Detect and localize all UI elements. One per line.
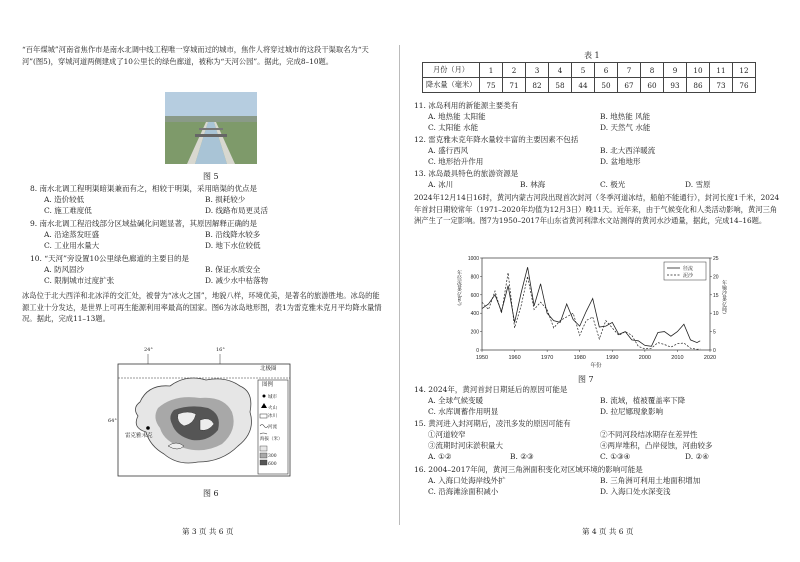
legend-glacier: 冰川 bbox=[268, 414, 277, 419]
question-9-stem: 9. 南水北调工程沿线部分区域盐碱化问题显著，其原因解释正确的是 bbox=[30, 219, 258, 228]
q15-statement-3: ③流期时河床淤积量大 bbox=[428, 441, 503, 450]
figure-6-caption: 图 6 bbox=[203, 489, 219, 498]
x-tick-label: 1970 bbox=[541, 355, 554, 361]
x-tick-label: 1990 bbox=[606, 355, 619, 361]
q15-statement-4: ④两岸堆积，凸岸侵蚀，河曲较多 bbox=[600, 441, 713, 450]
q12-option-b: B. 北大西洋暖流 bbox=[600, 146, 656, 155]
left-page-footer: 第 3 页 共 6 页 bbox=[182, 527, 234, 536]
q8-option-c: C. 施工难度低 bbox=[44, 206, 92, 215]
q10-option-a: A. 防风固沙 bbox=[44, 265, 85, 274]
question-14-stem: 14. 2024年，黄河首封日期延后的原因可能是 bbox=[414, 385, 568, 394]
q10-option-b: B. 保证水质安全 bbox=[205, 265, 261, 274]
legend-elevation: 海拔（米） bbox=[260, 437, 283, 442]
table-cell: 4 bbox=[549, 63, 572, 78]
map-arctic-circle-label: 北极圈 bbox=[260, 366, 277, 372]
table-cell: 7 bbox=[618, 63, 641, 78]
legend-volcano: 火山 bbox=[268, 406, 277, 411]
y2-tick-label: 10 bbox=[713, 311, 719, 318]
q16-option-d: D. 入海口处水深变浅 bbox=[600, 487, 671, 496]
right-page-footer: 第 4 页 共 6 页 bbox=[582, 527, 634, 536]
table-cell: 1 bbox=[480, 63, 503, 78]
legend-300: 300 bbox=[268, 454, 277, 459]
q15-option-b: B. ②③ bbox=[510, 452, 534, 461]
q13-option-a: A. 冰川 bbox=[428, 180, 454, 189]
x-tick-label: 2020 bbox=[703, 355, 717, 361]
x-axis-label: 年份 bbox=[590, 363, 602, 369]
table-cell: 2 bbox=[503, 63, 526, 78]
map-lon-right: 16° bbox=[216, 347, 225, 353]
intro-passage-3: 2024年12月14日16时，黄河内蒙古河段出现首次封河（冬季河道冰结，船舶不能通行），封河长度1千米，2024年首封日期较常年（1971–2020年均值为12月3日）晚11天。近年来，由于气候变化和人类活动影响，黄河三角洲产生了一定影响。图7为1950–2017年山东省黄河利津水文站测得的黄河水沙通量，据此，完成14–16题。 bbox=[414, 193, 780, 225]
chart-ylabel-left: 年径流量(亿m³) bbox=[456, 270, 462, 306]
legend-600: 600 bbox=[268, 462, 277, 467]
q15-option-d: D. ②④ bbox=[685, 452, 709, 461]
table-header: 月份（月） bbox=[423, 63, 480, 78]
q11-option-a: A. 地热能 太阳能 bbox=[428, 112, 486, 121]
table-header: 降水量（毫米） bbox=[423, 78, 480, 93]
question-11-stem: 11. 冰岛利用的新能源主要类有 bbox=[414, 101, 519, 110]
table-1-caption: 表 1 bbox=[584, 51, 600, 60]
table-cell: 6 bbox=[595, 63, 618, 78]
table-cell: 44 bbox=[572, 78, 595, 93]
table-cell: 11 bbox=[710, 63, 733, 78]
q11-option-c: C. 太阳能 水能 bbox=[428, 123, 479, 132]
y-tick-label: 400 bbox=[470, 311, 479, 318]
precipitation-table bbox=[422, 62, 756, 93]
y-tick-label: 800 bbox=[470, 274, 479, 281]
q12-option-c: C. 地形抬升作用 bbox=[428, 157, 484, 166]
q16-option-a: A. 入海口处海岸线外扩 bbox=[428, 476, 506, 485]
q9-option-a: A. 沿途蒸发旺盛 bbox=[44, 230, 100, 239]
chart-ylabel-right: 年输沙量(亿吨) bbox=[721, 280, 727, 314]
table-cell: 93 bbox=[664, 78, 687, 93]
figure-5-caption: 图 5 bbox=[203, 172, 219, 181]
q12-option-d: D. 盆地地形 bbox=[600, 157, 641, 166]
question-16-stem: 16. 2004–2017年间，黄河三角洲面积变化对区域环境的影响可能是 bbox=[414, 465, 643, 474]
q8-option-a: A. 造价较低 bbox=[44, 195, 85, 204]
table-cell: 58 bbox=[549, 78, 572, 93]
q14-option-a: A. 全球气候变暖 bbox=[428, 396, 484, 405]
q11-option-d: D. 天然气 水能 bbox=[600, 123, 651, 132]
q10-option-d: D. 减少水中枯落物 bbox=[205, 276, 269, 285]
table-cell: 5 bbox=[572, 63, 595, 78]
x-tick-label: 2000 bbox=[638, 355, 651, 361]
question-12-stem: 12. 雷克雅未克年降水量较丰富的主要因素不包括 bbox=[414, 135, 579, 144]
q16-option-b: B. 三角洲可利用土地面积增加 bbox=[600, 476, 701, 485]
figure-7-caption: 图 7 bbox=[578, 375, 594, 384]
y2-tick-label: 0 bbox=[713, 348, 716, 354]
q10-option-c: C. 限制城市过度扩张 bbox=[44, 276, 115, 285]
y-tick-label: 1000 bbox=[467, 256, 479, 262]
q14-option-c: C. 水库调蓄作用明显 bbox=[428, 407, 499, 416]
question-15-stem: 15. 黄河进入封河期后，凌汛多发的原因可能有 bbox=[414, 419, 571, 428]
y-tick-label: 200 bbox=[470, 329, 479, 336]
q13-option-d: D. 雪原 bbox=[685, 180, 711, 189]
y2-tick-label: 25 bbox=[713, 256, 719, 262]
y-tick-label: 600 bbox=[470, 292, 479, 299]
table-cell: 73 bbox=[710, 78, 733, 93]
intro-passage-1: “百年煤城”河南省焦作市是南水北调中线工程唯一穿城而过的城市，焦作人将穿过城市的这段干渠取名为“天河”(图5)，穿城河道两侧建成了10公里长的绿色廊道，被称为“天河公园”。据此，完成8–10题。 bbox=[22, 45, 369, 66]
legend-label: 径流 bbox=[683, 266, 694, 272]
x-tick-label: 2010 bbox=[671, 355, 684, 361]
y2-tick-label: 15 bbox=[713, 292, 719, 299]
question-8-stem: 8. 南水北调工程明渠暗渠兼而有之，相较于明渠，采用暗渠的优点是 bbox=[30, 184, 258, 193]
table-cell: 86 bbox=[687, 78, 710, 93]
yellow-river-flux-chart bbox=[464, 252, 728, 370]
q15-statement-1: ①河道较窄 bbox=[428, 430, 466, 439]
x-tick-label: 1950 bbox=[475, 355, 489, 361]
table-cell: 82 bbox=[526, 78, 549, 93]
legend-river: 河流 bbox=[268, 425, 277, 430]
q16-option-c: C. 沿海滩涂面积减小 bbox=[428, 487, 499, 496]
map-city-label: 雷克雅未克 bbox=[125, 433, 153, 439]
q14-option-d: D. 拉尼娜现象影响 bbox=[600, 407, 664, 416]
q9-option-d: D. 地下水位较低 bbox=[205, 241, 261, 250]
q8-option-d: D. 线路布局更灵活 bbox=[205, 206, 269, 215]
question-13-stem: 13. 冰岛最具特色的旅游资源是 bbox=[414, 169, 519, 178]
q14-option-b: B. 流域，植被覆盖率下降 bbox=[600, 396, 686, 405]
q12-option-a: A. 盛行西风 bbox=[428, 146, 469, 155]
q13-option-c: C. 极光 bbox=[600, 180, 626, 189]
y2-tick-label: 5 bbox=[713, 329, 716, 336]
q9-option-c: C. 工业用水量大 bbox=[44, 241, 100, 250]
table-cell: 71 bbox=[503, 78, 526, 93]
table-cell: 67 bbox=[618, 78, 641, 93]
question-10-stem: 10. “天河”旁设置10公里绿色廊道的主要目的是 bbox=[30, 254, 190, 263]
table-cell: 75 bbox=[480, 78, 503, 93]
table-cell: 9 bbox=[664, 63, 687, 78]
table-row-months bbox=[423, 63, 756, 78]
x-tick-label: 1980 bbox=[573, 355, 586, 361]
q15-option-c: C. ①③④ bbox=[600, 452, 631, 461]
y2-tick-label: 20 bbox=[713, 274, 719, 281]
q11-option-b: B. 地热能 风能 bbox=[600, 112, 651, 121]
q9-option-b: B. 沿线降水较多 bbox=[205, 230, 261, 239]
intro-passage-2: 冰岛位于北大西洋和北冰洋的交汇处，被誉为“冰火之国”，地貌八样，环境优美，是著名的旅游胜地。冰岛的能源工业十分发达，是世界上可再生能源利用率最高的国家。图6为冰岛地形图，表1为雷克雅未克月平均降水量情况。据此，完成11–13题。 bbox=[22, 291, 382, 323]
q15-statement-2: ②不同河段结冰期存在差异性 bbox=[600, 430, 698, 439]
legend-label: 泥沙 bbox=[683, 273, 694, 279]
table-cell: 3 bbox=[526, 63, 549, 78]
table-cell: 50 bbox=[595, 78, 618, 93]
x-tick-label: 1960 bbox=[508, 355, 521, 361]
table-cell: 12 bbox=[733, 63, 756, 78]
table-cell: 76 bbox=[733, 78, 756, 93]
q8-option-b: B. 损耗较少 bbox=[205, 195, 246, 204]
table-cell: 8 bbox=[641, 63, 664, 78]
table-cell: 60 bbox=[641, 78, 664, 93]
right-page bbox=[400, 0, 800, 562]
canal-photo bbox=[165, 92, 257, 164]
map-lon-left: 24° bbox=[144, 347, 153, 353]
q15-option-a: A. ①② bbox=[428, 452, 452, 461]
y-tick-label: 0 bbox=[476, 348, 479, 354]
map-legend-title: 图例 bbox=[262, 382, 274, 388]
table-row-precipitation bbox=[423, 78, 756, 93]
table-cell: 10 bbox=[687, 63, 710, 78]
map-lat-label: 64° bbox=[108, 418, 117, 424]
q13-option-b: B. 林海 bbox=[520, 180, 546, 189]
legend-city: 城市 bbox=[268, 395, 277, 400]
